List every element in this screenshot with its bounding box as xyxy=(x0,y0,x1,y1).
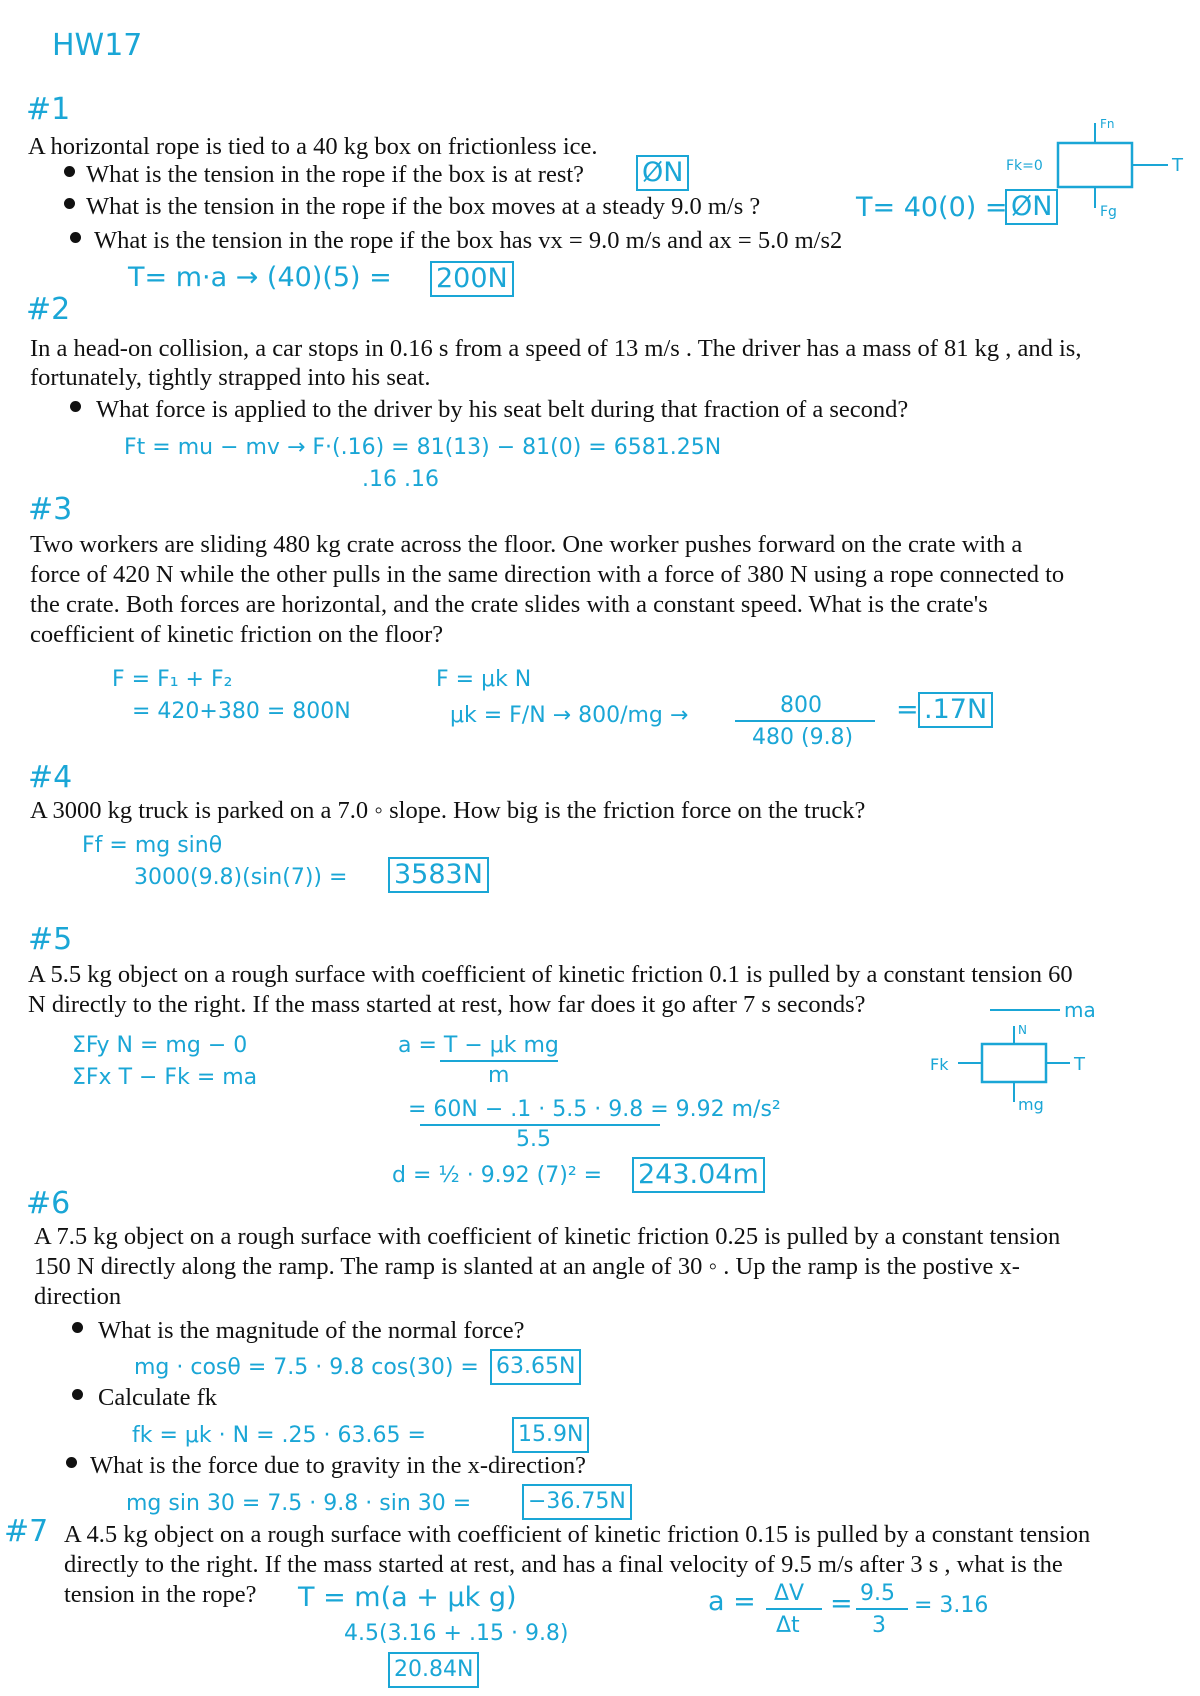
work-line: = 3.16 xyxy=(914,1593,989,1618)
force-label-down: mg xyxy=(1018,1095,1044,1114)
problem-1-bullet-1: What is the tension in the rope if the box is at rest? xyxy=(86,161,585,188)
problem-2-text-1: In a head-on collision, a car stops in 0.16 s from a speed of 13 m/s . The driver has a mass of 81 kg , and is, xyxy=(30,335,1082,362)
fraction-numerator: 9.5 xyxy=(860,1581,895,1606)
work-line: F = F₁ + F₂ xyxy=(112,667,233,692)
problem-2-label: #2 xyxy=(26,292,71,327)
fraction-denominator: 3 xyxy=(872,1613,886,1638)
work-line: = 60N − .1 · 5.5 · 9.8 = 9.92 m/s² xyxy=(408,1097,781,1122)
answer-box: 200N xyxy=(430,261,514,297)
problem-6-bullet-2: Calculate fk xyxy=(98,1384,218,1411)
answer-box: 15.9N xyxy=(512,1417,589,1453)
problem-1-text: A horizontal rope is tied to a 40 kg box on frictionless ice. xyxy=(28,133,598,160)
box-shape xyxy=(1058,143,1132,187)
answer-box: −36.75N xyxy=(522,1484,632,1520)
fraction-denominator: m xyxy=(488,1063,510,1088)
work-line: Ff = mg sinθ xyxy=(82,833,223,858)
fraction-numerator: ΔV xyxy=(774,1581,805,1606)
fraction-numerator: 800 xyxy=(780,693,822,718)
work-line: ΣFx T − Fk = ma xyxy=(72,1065,258,1090)
problem-6-line-2: 150 N directly along the ramp. The ramp is slanted at an angle of 30 ◦ . Up the ramp is the postive x- xyxy=(34,1253,1020,1280)
problem-6-bullet-1: What is the magnitude of the normal force? xyxy=(98,1317,525,1344)
force-label-top: ma xyxy=(1064,998,1096,1022)
bullet xyxy=(64,198,75,209)
answer-box: .17N xyxy=(918,692,993,728)
work-line: 3000(9.8)(sin(7)) = xyxy=(134,865,348,890)
problem-1-bullet-3: What is the tension in the rope if the box has vx = 9.0 m/s and ax = 5.0 m/s2 xyxy=(94,227,843,254)
force-label-left: Fk=0 xyxy=(1006,158,1043,174)
problem-1-bullet-2: What is the tension in the rope if the box moves at a steady 9.0 m/s ? xyxy=(86,193,761,220)
problem-5-label: #5 xyxy=(28,922,73,957)
problem-3-label: #3 xyxy=(28,492,73,527)
fraction-denominator: 480 (9.8) xyxy=(752,725,854,750)
work-line: fk = μk · N = .25 · 63.65 = xyxy=(132,1423,426,1448)
problem-2-text-2: fortunately, tightly strapped into his seat. xyxy=(30,364,431,391)
problem-1-label: #1 xyxy=(26,92,71,127)
work-line: = 420+380 = 800N xyxy=(132,699,351,724)
problem-7-line-3: tension in the rope? xyxy=(64,1581,257,1608)
work-line: T= 40(0) = xyxy=(856,192,1008,223)
problem-3-line-1: Two workers are sliding 480 kg crate across the floor. One worker pushes forward on the crate with a xyxy=(30,531,1023,558)
problem-3-line-4: coefficient of kinetic friction on the floor? xyxy=(30,621,444,648)
force-label-up: N xyxy=(1018,1023,1027,1037)
free-body-diagram-5 xyxy=(930,990,1130,1130)
box-shape xyxy=(982,1044,1046,1082)
answer-box: 3583N xyxy=(388,857,489,893)
problem-2-bullet: What force is applied to the driver by his seat belt during that fraction of a second? xyxy=(96,396,909,423)
force-label-right: T xyxy=(1074,1054,1085,1075)
work-line: 4.5(3.16 + .15 · 9.8) xyxy=(344,1621,569,1646)
force-label-right: T xyxy=(1172,155,1183,176)
answer-box: 20.84N xyxy=(388,1652,479,1688)
problem-5-text-2: N directly to the right. If the mass started at rest, how far does it go after 7 s seconds? xyxy=(28,991,866,1018)
fraction-numerator: a = T − μk mg xyxy=(398,1033,559,1058)
problem-6-bullet-3: What is the force due to gravity in the x-direction? xyxy=(90,1452,586,1479)
answer-box: ØN xyxy=(1005,189,1058,225)
bullet xyxy=(72,1389,83,1400)
work-line: mg sin 30 = 7.5 · 9.8 · sin 30 = xyxy=(126,1491,472,1516)
problem-7-line-1: A 4.5 kg object on a rough surface with coefficient of kinetic friction 0.15 is pulled by a constant tension xyxy=(64,1521,1091,1548)
problem-3-line-2: force of 420 N while the other pulls in the same direction with a force of 380 N using a rope connected to xyxy=(30,561,1065,588)
bullet xyxy=(70,401,81,412)
problem-6-line-1: A 7.5 kg object on a rough surface with coefficient of kinetic friction 0.25 is pulled by a constant tension xyxy=(34,1223,1061,1250)
work-line: Ft = mu − mv → F·(.16) = 81(13) − 81(0) = 6581.25N xyxy=(124,435,722,460)
problem-6-line-3: direction xyxy=(34,1283,122,1310)
free-body-diagram-1 xyxy=(1000,117,1183,228)
problem-5-text-1: A 5.5 kg object on a rough surface with coefficient of kinetic friction 0.1 is pulled by a constant tension 60 xyxy=(28,961,1073,988)
equals-sign: = xyxy=(830,1588,853,1619)
work-line: .16 .16 xyxy=(362,467,439,492)
work-line: T= m·a → (40)(5) = xyxy=(128,262,392,293)
force-label-down: Fg xyxy=(1100,204,1117,220)
answer-box: 63.65N xyxy=(490,1349,581,1385)
bullet xyxy=(64,166,75,177)
bullet xyxy=(72,1322,83,1333)
force-label-left: Fk xyxy=(930,1055,949,1074)
page-title: HW17 xyxy=(52,28,143,63)
fraction-denominator: 5.5 xyxy=(516,1127,551,1152)
problem-7-label: #7 xyxy=(4,1514,49,1549)
problem-3-line-3: the crate. Both forces are horizontal, and the crate slides with a constant speed. What is the crate's xyxy=(30,591,988,618)
work-line: T = m(a + μk g) xyxy=(298,1582,517,1613)
fraction-denominator: Δt xyxy=(776,1613,800,1638)
answer-box: ØN xyxy=(636,155,689,191)
bullet xyxy=(66,1457,77,1468)
problem-6-label: #6 xyxy=(26,1186,71,1221)
problem-4-text: A 3000 kg truck is parked on a 7.0 ◦ slope. How big is the friction force on the truck? xyxy=(30,797,866,824)
problem-4-label: #4 xyxy=(28,760,73,795)
bullet xyxy=(70,232,81,243)
problem-7-line-2: directly to the right. If the mass started at rest, and has a final velocity of 9.5 m/s after 3 s , what is the xyxy=(64,1551,1063,1578)
work-line: ΣFy N = mg − 0 xyxy=(72,1033,248,1058)
work-line: μk = F/N → 800/mg → xyxy=(450,703,689,728)
work-line: F = μk N xyxy=(436,667,532,692)
equals-sign: = xyxy=(896,694,919,725)
work-line: d = ½ · 9.92 (7)² = xyxy=(392,1163,603,1188)
work-line: mg · cosθ = 7.5 · 9.8 cos(30) = xyxy=(134,1355,479,1380)
answer-box: 243.04m xyxy=(632,1157,765,1193)
work-line: a = xyxy=(708,1586,756,1617)
force-label-up: Fn xyxy=(1100,117,1115,131)
